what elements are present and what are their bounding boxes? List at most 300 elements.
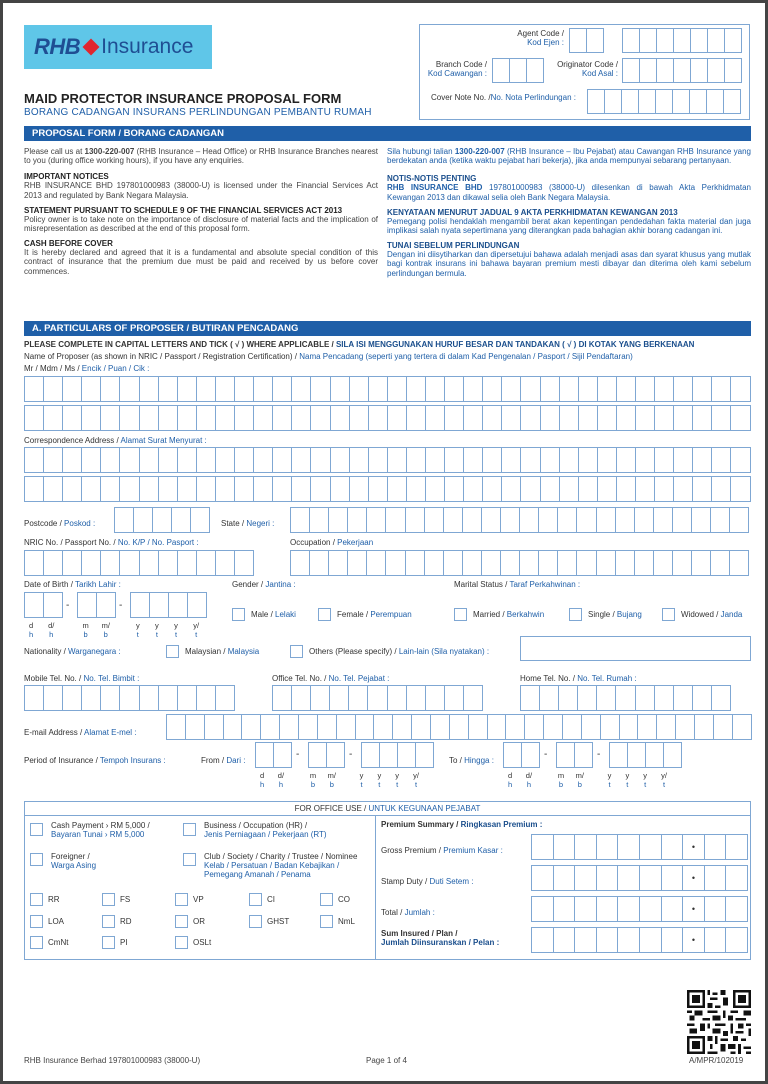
input-cell[interactable] (234, 376, 254, 402)
input-cell[interactable] (600, 714, 620, 740)
money-cell[interactable] (661, 865, 684, 891)
input-cell[interactable] (100, 550, 120, 576)
input-cell[interactable] (234, 476, 254, 502)
money-cell[interactable] (553, 834, 576, 860)
input-cell[interactable] (653, 550, 673, 576)
office-code-checkbox[interactable] (102, 915, 115, 928)
input-cell[interactable] (368, 476, 388, 502)
input-cell[interactable] (653, 507, 673, 533)
input-cell[interactable] (539, 685, 559, 711)
input-cell[interactable] (158, 476, 178, 502)
input-cell[interactable] (675, 714, 695, 740)
input-cell[interactable] (130, 592, 150, 618)
input-cell[interactable] (133, 507, 153, 533)
money-cell[interactable] (574, 834, 597, 860)
input-cell[interactable] (673, 405, 693, 431)
input-cell[interactable] (692, 685, 712, 711)
input-cell[interactable] (406, 405, 426, 431)
input-cell[interactable] (654, 376, 674, 402)
input-cell[interactable] (279, 714, 299, 740)
input-cell[interactable] (645, 742, 664, 768)
input-cell[interactable] (634, 507, 654, 533)
office-code-checkbox[interactable] (175, 893, 188, 906)
input-cell[interactable] (692, 447, 712, 473)
input-cell[interactable] (234, 550, 254, 576)
money-cell[interactable] (596, 927, 619, 953)
input-cell[interactable] (234, 405, 254, 431)
office-tel-cells[interactable] (272, 685, 482, 711)
input-cell[interactable] (298, 714, 318, 740)
input-cell[interactable] (619, 714, 639, 740)
money-cell[interactable] (531, 865, 554, 891)
input-cell[interactable] (577, 685, 597, 711)
to-year-cells[interactable] (609, 742, 681, 768)
input-cell[interactable] (540, 447, 560, 473)
home-tel-cells[interactable] (520, 685, 730, 711)
input-cell[interactable] (81, 550, 101, 576)
input-cell[interactable] (597, 405, 617, 431)
input-cell[interactable] (385, 550, 405, 576)
input-cell[interactable] (634, 550, 654, 576)
input-cell[interactable] (215, 405, 235, 431)
input-cell[interactable] (578, 447, 598, 473)
input-cell[interactable] (119, 376, 139, 402)
input-cell[interactable] (406, 376, 426, 402)
branch-code-cells[interactable] (492, 58, 546, 83)
input-cell[interactable] (328, 507, 348, 533)
name-cells-row-1[interactable] (24, 376, 750, 402)
money-cell[interactable] (531, 896, 554, 922)
input-cell[interactable] (368, 447, 388, 473)
input-cell[interactable] (328, 550, 348, 576)
input-cell[interactable] (444, 447, 464, 473)
input-cell[interactable] (196, 685, 216, 711)
input-cell[interactable] (81, 405, 101, 431)
input-cell[interactable] (43, 447, 63, 473)
input-cell[interactable] (520, 476, 540, 502)
email-cells[interactable] (166, 714, 751, 740)
input-cell[interactable] (310, 476, 330, 502)
input-cell[interactable] (387, 685, 407, 711)
input-cell[interactable] (177, 685, 197, 711)
input-cell[interactable] (711, 476, 731, 502)
input-cell[interactable] (540, 376, 560, 402)
input-cell[interactable] (520, 447, 540, 473)
input-cell[interactable] (424, 550, 444, 576)
input-cell[interactable] (310, 685, 330, 711)
office-code-checkbox[interactable] (175, 915, 188, 928)
input-cell[interactable] (673, 476, 693, 502)
input-cell[interactable] (149, 592, 169, 618)
input-cell[interactable] (616, 447, 636, 473)
input-cell[interactable] (385, 507, 405, 533)
money-cell[interactable] (617, 834, 640, 860)
dob-year-cells[interactable] (130, 592, 206, 618)
input-cell[interactable] (616, 476, 636, 502)
cash-payment-checkbox[interactable] (30, 823, 43, 836)
money-cell[interactable] (574, 896, 597, 922)
input-cell[interactable] (310, 447, 330, 473)
input-cell[interactable] (711, 685, 731, 711)
input-cell[interactable] (347, 550, 367, 576)
input-cell[interactable] (366, 550, 386, 576)
input-cell[interactable] (166, 714, 186, 740)
input-cell[interactable] (158, 550, 178, 576)
input-cell[interactable] (330, 405, 350, 431)
input-cell[interactable] (367, 685, 387, 711)
money-cell[interactable] (617, 865, 640, 891)
input-cell[interactable] (119, 685, 139, 711)
business-checkbox[interactable] (183, 823, 196, 836)
input-cell[interactable] (635, 405, 655, 431)
female-checkbox[interactable] (318, 608, 331, 621)
input-cell[interactable] (411, 714, 431, 740)
input-cell[interactable] (557, 507, 577, 533)
input-cell[interactable] (519, 507, 539, 533)
input-cell[interactable] (482, 476, 502, 502)
input-cell[interactable] (158, 376, 178, 402)
input-cell[interactable] (139, 550, 159, 576)
input-cell[interactable] (310, 376, 330, 402)
input-cell[interactable] (462, 550, 482, 576)
input-cell[interactable] (387, 447, 407, 473)
input-cell[interactable] (711, 447, 731, 473)
postcode-cells[interactable] (114, 507, 210, 533)
input-cell[interactable] (158, 447, 178, 473)
widowed-checkbox[interactable] (662, 608, 675, 621)
input-cell[interactable] (139, 685, 159, 711)
money-cell[interactable] (704, 896, 727, 922)
input-cell[interactable] (481, 550, 501, 576)
money-cell[interactable]: • (682, 834, 705, 860)
input-cell[interactable] (694, 714, 714, 740)
input-cell[interactable] (139, 476, 159, 502)
from-month-cells[interactable] (308, 742, 344, 768)
input-cell[interactable] (538, 507, 558, 533)
input-cell[interactable] (462, 507, 482, 533)
input-cell[interactable] (710, 550, 730, 576)
input-cell[interactable] (366, 507, 386, 533)
input-cell[interactable] (444, 405, 464, 431)
money-cell[interactable] (553, 927, 576, 953)
input-cell[interactable] (215, 550, 235, 576)
input-cell[interactable] (596, 685, 616, 711)
input-cell[interactable] (730, 405, 750, 431)
input-cell[interactable] (43, 550, 63, 576)
male-checkbox[interactable] (232, 608, 245, 621)
money-cell[interactable]: • (682, 927, 705, 953)
input-cell[interactable] (691, 507, 711, 533)
agent-code-prefix-cells[interactable] (569, 28, 605, 53)
input-cell[interactable] (349, 376, 369, 402)
originator-code-cells[interactable] (622, 58, 748, 83)
input-cell[interactable] (481, 507, 501, 533)
money-cell[interactable] (639, 834, 662, 860)
input-cell[interactable] (253, 405, 273, 431)
input-cell[interactable] (119, 447, 139, 473)
input-cell[interactable] (482, 447, 502, 473)
money-cell[interactable] (704, 834, 727, 860)
money-cell[interactable] (639, 927, 662, 953)
input-cell[interactable] (673, 685, 693, 711)
input-cell[interactable] (152, 507, 172, 533)
input-cell[interactable] (348, 685, 368, 711)
input-cell[interactable] (449, 714, 469, 740)
input-cell[interactable] (349, 447, 369, 473)
input-cell[interactable] (349, 476, 369, 502)
money-cell[interactable]: • (682, 865, 705, 891)
money-cell[interactable] (661, 927, 684, 953)
input-cell[interactable] (373, 714, 393, 740)
input-cell[interactable] (406, 476, 426, 502)
input-cell[interactable] (520, 685, 540, 711)
input-cell[interactable] (627, 742, 646, 768)
input-cell[interactable] (415, 742, 434, 768)
money-cell[interactable] (725, 834, 748, 860)
input-cell[interactable] (330, 447, 350, 473)
mobile-cells[interactable] (24, 685, 234, 711)
input-cell[interactable] (637, 714, 657, 740)
malaysian-checkbox[interactable] (166, 645, 179, 658)
input-cell[interactable] (597, 447, 617, 473)
input-cell[interactable] (443, 507, 463, 533)
money-cell[interactable]: • (682, 896, 705, 922)
input-cell[interactable] (158, 405, 178, 431)
input-cell[interactable] (482, 376, 502, 402)
input-cell[interactable] (425, 376, 445, 402)
input-cell[interactable] (253, 476, 273, 502)
input-cell[interactable] (500, 550, 520, 576)
input-cell[interactable] (501, 405, 521, 431)
input-cell[interactable] (177, 476, 197, 502)
input-cell[interactable] (562, 714, 582, 740)
input-cell[interactable] (291, 685, 311, 711)
input-cell[interactable] (290, 507, 310, 533)
input-cell[interactable] (62, 476, 82, 502)
input-cell[interactable] (326, 742, 345, 768)
input-cell[interactable] (654, 476, 674, 502)
input-cell[interactable] (538, 550, 558, 576)
office-code-checkbox[interactable] (249, 893, 262, 906)
input-cell[interactable] (119, 405, 139, 431)
input-cell[interactable] (521, 742, 540, 768)
input-cell[interactable] (139, 447, 159, 473)
input-cell[interactable] (711, 376, 731, 402)
input-cell[interactable] (368, 405, 388, 431)
input-cell[interactable] (177, 376, 197, 402)
dob-month-cells[interactable] (77, 592, 115, 618)
input-cell[interactable] (309, 507, 329, 533)
input-cell[interactable] (672, 550, 692, 576)
input-cell[interactable] (609, 742, 628, 768)
input-cell[interactable] (81, 376, 101, 402)
input-cell[interactable] (656, 714, 676, 740)
input-cell[interactable] (253, 376, 273, 402)
input-cell[interactable] (558, 685, 578, 711)
input-cell[interactable] (405, 507, 425, 533)
to-day-cells[interactable] (503, 742, 539, 768)
input-cell[interactable] (24, 376, 44, 402)
input-cell[interactable] (424, 507, 444, 533)
input-cell[interactable] (482, 405, 502, 431)
input-cell[interactable] (215, 447, 235, 473)
input-cell[interactable] (43, 592, 63, 618)
input-cell[interactable] (692, 405, 712, 431)
input-cell[interactable] (290, 550, 310, 576)
input-cell[interactable] (559, 476, 579, 502)
input-cell[interactable] (503, 742, 522, 768)
input-cell[interactable] (730, 476, 750, 502)
input-cell[interactable] (62, 447, 82, 473)
input-cell[interactable] (187, 592, 207, 618)
input-cell[interactable] (253, 447, 273, 473)
input-cell[interactable] (62, 376, 82, 402)
input-cell[interactable] (463, 476, 483, 502)
input-cell[interactable] (392, 714, 412, 740)
input-cell[interactable] (196, 447, 216, 473)
input-cell[interactable] (291, 447, 311, 473)
cover-note-cells[interactable] (587, 89, 749, 114)
input-cell[interactable] (673, 376, 693, 402)
input-cell[interactable] (615, 507, 635, 533)
others-specify-field[interactable] (520, 636, 751, 661)
office-code-checkbox[interactable] (102, 936, 115, 949)
office-code-checkbox[interactable] (30, 915, 43, 928)
input-cell[interactable] (654, 447, 674, 473)
office-code-checkbox[interactable] (30, 936, 43, 949)
input-cell[interactable] (425, 447, 445, 473)
input-cell[interactable] (559, 447, 579, 473)
input-cell[interactable] (234, 447, 254, 473)
input-cell[interactable] (713, 714, 733, 740)
input-cell[interactable] (692, 376, 712, 402)
money-cell[interactable] (531, 834, 554, 860)
input-cell[interactable] (578, 405, 598, 431)
input-cell[interactable] (505, 714, 525, 740)
input-cell[interactable] (43, 376, 63, 402)
input-cell[interactable] (223, 714, 243, 740)
money-cell[interactable] (639, 896, 662, 922)
input-cell[interactable] (347, 507, 367, 533)
input-cell[interactable] (81, 447, 101, 473)
input-cell[interactable] (556, 742, 575, 768)
input-cell[interactable] (196, 476, 216, 502)
input-cell[interactable] (215, 685, 235, 711)
input-cell[interactable] (329, 685, 349, 711)
money-cell[interactable] (617, 927, 640, 953)
input-cell[interactable] (177, 447, 197, 473)
input-cell[interactable] (119, 476, 139, 502)
occupation-cells[interactable] (290, 550, 748, 576)
input-cell[interactable] (520, 405, 540, 431)
input-cell[interactable] (114, 507, 134, 533)
input-cell[interactable] (100, 376, 120, 402)
input-cell[interactable] (24, 685, 44, 711)
input-cell[interactable] (463, 685, 483, 711)
input-cell[interactable] (196, 405, 216, 431)
input-cell[interactable] (519, 550, 539, 576)
input-cell[interactable] (317, 714, 337, 740)
input-cell[interactable] (578, 476, 598, 502)
input-cell[interactable] (616, 376, 636, 402)
input-cell[interactable] (672, 507, 692, 533)
input-cell[interactable] (100, 685, 120, 711)
input-cell[interactable] (168, 592, 188, 618)
office-code-checkbox[interactable] (320, 915, 333, 928)
input-cell[interactable] (177, 550, 197, 576)
input-cell[interactable] (196, 550, 216, 576)
input-cell[interactable] (635, 376, 655, 402)
input-cell[interactable] (387, 376, 407, 402)
address-cells-row-2[interactable] (24, 476, 750, 502)
input-cell[interactable] (635, 447, 655, 473)
input-cell[interactable] (309, 550, 329, 576)
money-cell[interactable] (725, 927, 748, 953)
office-code-checkbox[interactable] (320, 893, 333, 906)
address-cells-row-1[interactable] (24, 447, 750, 473)
input-cell[interactable] (654, 405, 674, 431)
input-cell[interactable] (543, 714, 563, 740)
input-cell[interactable] (635, 476, 655, 502)
input-cell[interactable] (444, 476, 464, 502)
input-cell[interactable] (171, 507, 191, 533)
input-cell[interactable] (501, 476, 521, 502)
input-cell[interactable] (597, 376, 617, 402)
office-code-checkbox[interactable] (249, 915, 262, 928)
input-cell[interactable] (397, 742, 416, 768)
name-cells-row-2[interactable] (24, 405, 750, 431)
input-cell[interactable] (355, 714, 375, 740)
input-cell[interactable] (559, 376, 579, 402)
input-cell[interactable] (615, 550, 635, 576)
input-cell[interactable] (158, 685, 178, 711)
club-checkbox[interactable] (183, 853, 196, 866)
input-cell[interactable] (308, 742, 327, 768)
input-cell[interactable] (272, 405, 292, 431)
state-cells[interactable] (290, 507, 748, 533)
input-cell[interactable] (24, 550, 44, 576)
input-cell[interactable] (468, 714, 488, 740)
input-cell[interactable] (663, 742, 682, 768)
money-cell[interactable] (531, 927, 554, 953)
input-cell[interactable] (654, 685, 674, 711)
input-cell[interactable] (540, 405, 560, 431)
input-cell[interactable] (597, 476, 617, 502)
input-cell[interactable] (463, 447, 483, 473)
single-checkbox[interactable] (569, 608, 582, 621)
input-cell[interactable] (43, 405, 63, 431)
input-cell[interactable] (81, 685, 101, 711)
money-cell[interactable] (661, 834, 684, 860)
input-cell[interactable] (596, 550, 616, 576)
input-cell[interactable] (139, 376, 159, 402)
input-cell[interactable] (387, 476, 407, 502)
money-cell[interactable] (596, 896, 619, 922)
input-cell[interactable] (463, 405, 483, 431)
money-cell[interactable] (661, 896, 684, 922)
input-cell[interactable] (425, 685, 445, 711)
input-cell[interactable] (425, 476, 445, 502)
money-cell[interactable] (574, 865, 597, 891)
input-cell[interactable] (291, 476, 311, 502)
input-cell[interactable] (310, 405, 330, 431)
input-cell[interactable] (241, 714, 261, 740)
input-cell[interactable] (387, 405, 407, 431)
others-checkbox[interactable] (290, 645, 303, 658)
input-cell[interactable] (177, 405, 197, 431)
input-cell[interactable] (96, 592, 116, 618)
input-cell[interactable] (196, 376, 216, 402)
